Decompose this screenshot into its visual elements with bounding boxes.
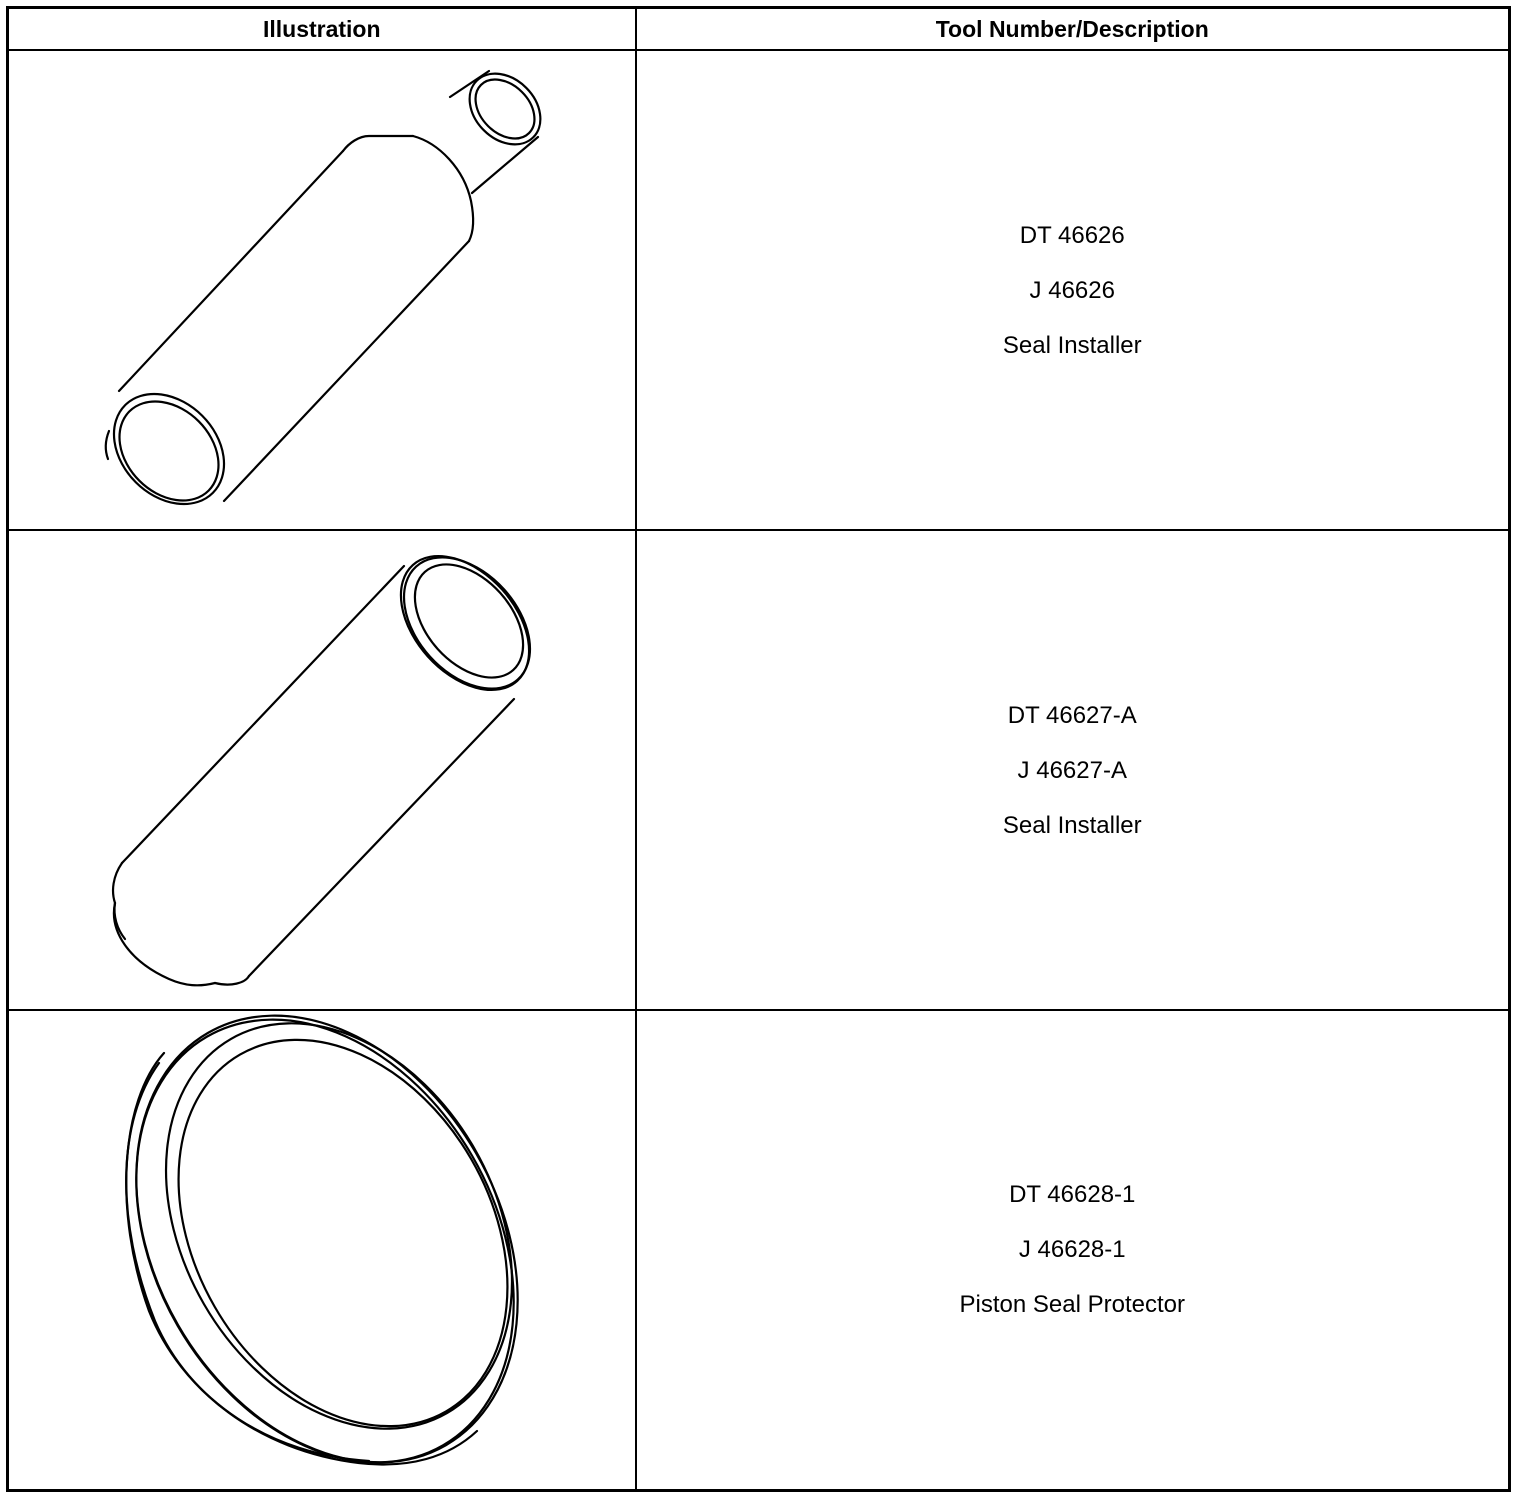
dt-tool-number: DT 46626 [1019, 221, 1125, 249]
dt-tool-number: DT 46628-1 [1009, 1181, 1136, 1209]
illustration-cell [8, 50, 636, 530]
table-row [8, 530, 1510, 1010]
description-cell [636, 50, 1510, 530]
j-tool-number: J 46627-A [1017, 756, 1127, 784]
piston-seal-protector-ring-icon [9, 1011, 633, 1487]
seal-installer-stepped-icon [9, 51, 633, 527]
table-row [8, 50, 1510, 530]
description-cell [636, 1010, 1510, 1490]
description-cell [636, 530, 1510, 1010]
seal-installer-cylinder-icon [9, 531, 633, 1007]
tool-description: Piston Seal Protector [959, 1291, 1185, 1319]
tool-description: Seal Installer [1002, 331, 1142, 359]
special-tools-table [6, 6, 1511, 1492]
illustration-cell [8, 1010, 636, 1490]
illustration-cell [8, 530, 636, 1010]
tool-description: Seal Installer [1002, 811, 1142, 839]
table-row [8, 1010, 1510, 1490]
table-header-row [8, 8, 1510, 51]
j-tool-number: J 46626 [1029, 276, 1115, 304]
header-tool-number-description: Tool Number/Description [636, 8, 1510, 51]
j-tool-number: J 46628-1 [1018, 1236, 1126, 1264]
dt-tool-number: DT 46627-A [1007, 701, 1137, 729]
header-illustration: Illustration [8, 8, 636, 51]
